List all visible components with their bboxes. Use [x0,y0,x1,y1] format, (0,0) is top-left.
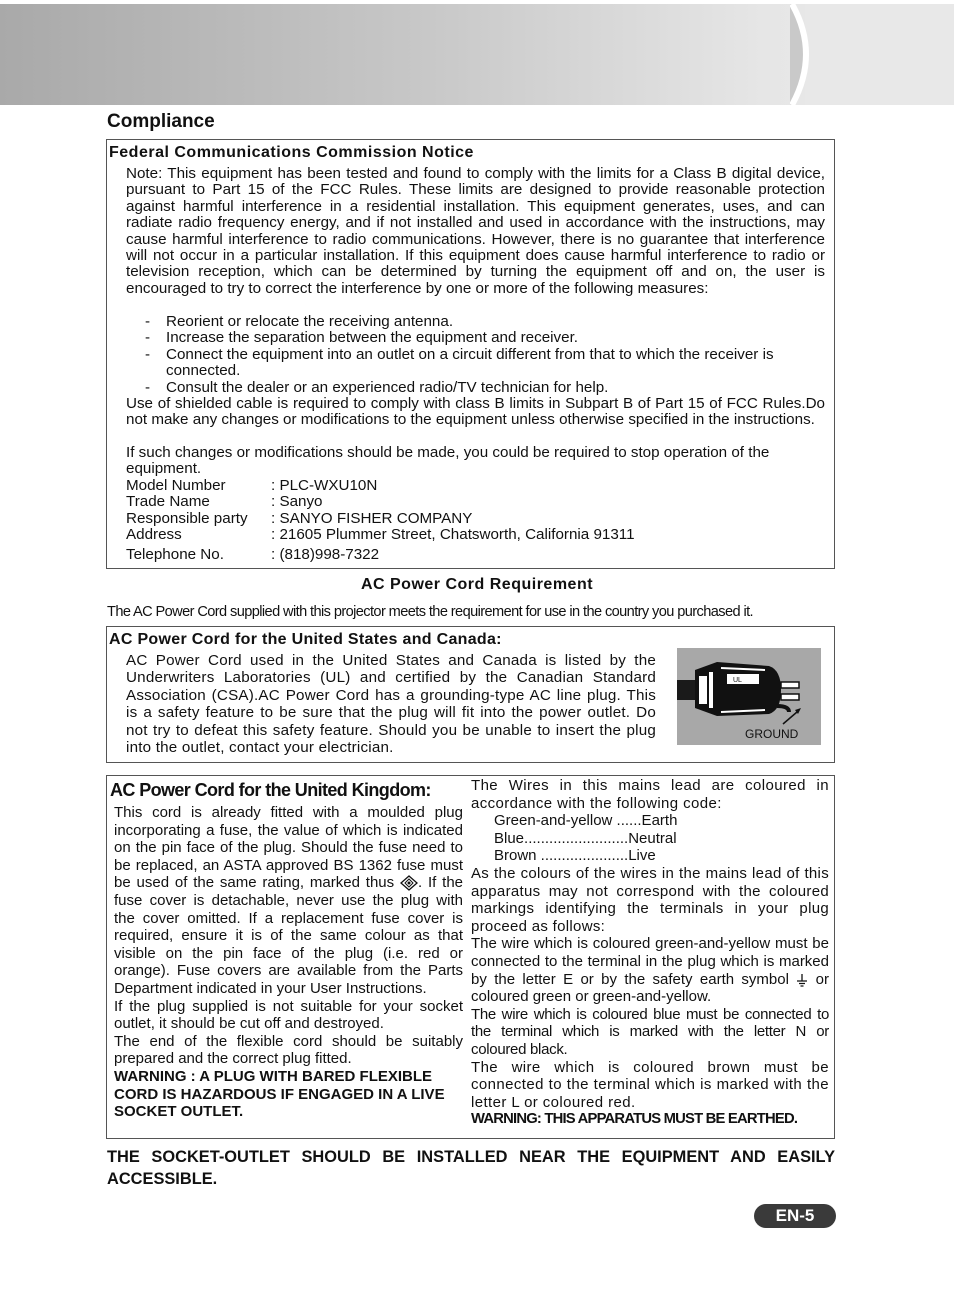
info-label: Responsible party [126,510,248,527]
uk-colours-paragraph: As the colours of the wires in the mains lead of this apparatus may not correspond with the coloured markings identifying the terminals in your plug proceed as follows: [471,864,829,935]
info-label: Address [126,526,182,543]
ac-requirement-intro: The AC Power Cord supplied with this projector meets the requirement for use in the country you purchased it. [107,604,753,620]
socket-outlet-warning: THE SOCKET-OUTLET SHOULD BE INSTALLED NEAR THE EQUIPMENT AND EASILY ACCESSIBLE. [107,1148,835,1188]
uk-live-paragraph: The wire which is coloured brown must be connected to the terminal which is marked with the letter L or coloured red. [471,1058,829,1111]
earth-symbol-icon [796,973,808,987]
measure-dash: - [145,329,151,346]
svg-text:UL: UL [733,677,742,684]
info-value: : PLC-WXU10N [271,477,378,494]
info-value: : Sanyo [271,493,323,510]
section-title: Compliance [107,111,215,132]
info-value: : SANYO FISHER COMPANY [271,510,473,527]
us-cord-title: AC Power Cord for the United States and Canada: [109,631,502,648]
page-number-badge: EN-5 [754,1204,836,1228]
uk-plug-warning: WARNING : A PLUG WITH BARED FLEXIBLE CORD IS HAZARDOUS IF ENGAGED IN A LIVE SOCKET OUTLET. [114,1067,445,1121]
uk-neutral-paragraph: The wire which is coloured blue must be connected to the terminal which is marked with the letter N or coloured black. [471,1005,829,1058]
banner-arc-decoration [790,4,820,105]
grounding-plug-icon [677,648,821,745]
uk-earth-text-continued: or coloured green or green-and-yellow. [471,970,830,1006]
uk-cord-title: AC Power Cord for the United Kingdom: [110,780,431,800]
uk-code-neutral: Blue.........................Neutral [494,829,677,847]
info-label: Model Number [126,477,226,494]
grounding-plug-image [677,648,821,745]
uk-earth-text: The wire which is coloured green-and-yellow must be connected to the terminal in the plug which is marked by the letter E or by the safety earth symbol [471,935,829,988]
uk-cut-off-paragraph: If the plug supplied is not suitable for your socket outlet, it should be cut off and destroyed. [114,997,463,1033]
uk-earthed-warning: WARNING: THIS APPARATUS MUST BE EARTHED. [471,1111,798,1128]
measure-item: Consult the dealer or an experienced radio/TV technician for help. [166,379,609,396]
ac-requirement-title: AC Power Cord Requirement [360,576,594,593]
asta-mark-icon [400,875,418,891]
fcc-note: Note: This equipment has been tested and found to comply with the limits for a Class B digital device, pursuant to Part 15 of the FCC Rules. These limits are designed to provide reasonable protection against harmful interference in a residential installation. This equipment generates, uses, and can radiate radio frequency energy, and if not installed and used in accordance with the instructions, may cause harmful interference to radio communications. However, there is no guarantee that interference will not occur in a particular installation. If this equipment does cause harmful interference to radio or television reception, which can be determined by turning the equipment off and on, the user is encouraged to try to correct the interference by one or more of the following measures: [126,165,825,297]
uk-code-earth: Green-and-yellow ......Earth [494,812,678,830]
fcc-title: Federal Communications Commission Notice [109,144,474,161]
measure-item: Increase the separation between the equipment and receiver. [166,329,579,346]
ground-label: GROUND [745,727,799,741]
fcc-cable-note: Use of shielded cable is required to comply with class B limits in Subpart B of Part 15 of FCC Rules.Do not make any changes or modifications to the equipment unless otherwise specified in the instructions. [126,395,825,429]
measure-dash: - [145,379,151,396]
info-label: Trade Name [126,493,210,510]
measure-item: Connect the equipment into an outlet on a circuit different from that to which the receiver is connected. [166,346,774,380]
uk-earth-paragraph [471,935,829,1005]
uk-wires-intro: The Wires in this mains lead are coloured in accordance with the following code: [471,777,829,812]
measure-item: Reorient or relocate the receiving antenna. [166,313,454,330]
info-value: : (818)998-7322 [271,546,380,563]
uk-prepare-paragraph: The end of the flexible cord should be suitably prepared and the correct plug fitted. [114,1032,463,1068]
uk-right-column [471,777,829,1129]
header-banner-tail [805,4,954,105]
measure-dash: - [145,313,151,330]
uk-code-live: Brown .....................Live [494,847,656,865]
info-label: Telephone No. [126,546,224,563]
info-value: : 21605 Plummer Street, Chatsworth, California 91311 [271,526,635,543]
uk-fuse-paragraph [114,804,463,998]
measure-dash: - [145,346,151,363]
us-cord-text: AC Power Cord used in the United States and Canada is listed by the Underwriters Laboratories (UL) and certified by the Canadian Standard Association (CSA).AC Power Cord has a grounding-type AC line plug. This is a safety feature to be sure that the plug will fit into the power outlet. Do not try to defeat this safety feature. Should you be unable to insert the plug into the outlet, contact your electrician. [126,652,656,757]
uk-left-column [114,804,463,1121]
uk-fuse-text: This cord is already fitted with a moulded plug incorporating a fuse, the value of which is indicated on the pin face of the plug. Should the fuse need to be replaced, an ASTA approved BS 1362 fuse must be used of the same rating, marked thus [114,804,463,892]
fcc-changes-note: If such changes or modifications should be made, you could be required to stop operation of the equipment. [126,444,770,478]
uk-fuse-text-continued: . If the fuse cover is detachable, never use the plug with the cover omitted. If a replacement fuse cover is required, ensure it is of the same colour as that visible on the pin face of the plug (i.e. red or orange). Fuse covers are available from the Parts Department indicated in your User Instructions. [114,874,464,997]
